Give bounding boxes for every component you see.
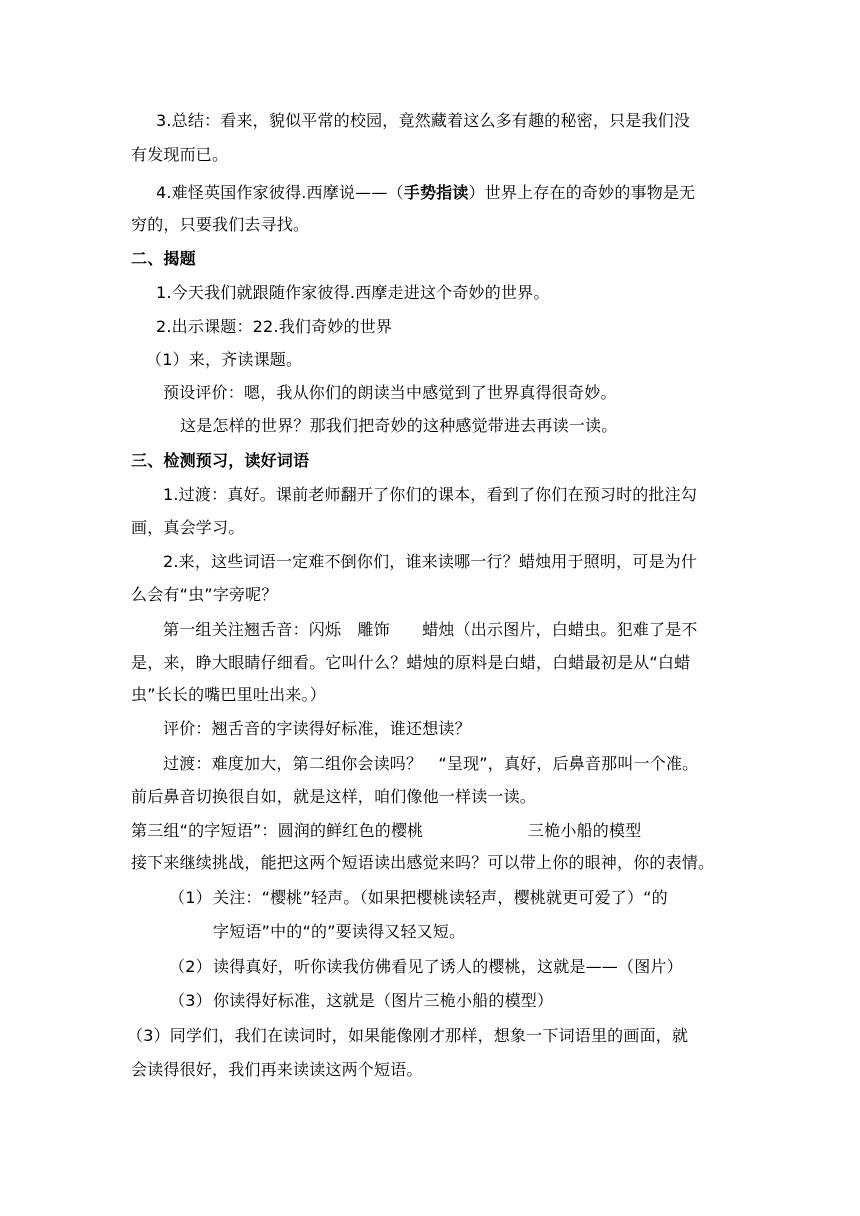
group2-line-1: 过渡：难度加大，第二组你会读吗？ “呈现”，真好，后鼻音那叫一个准。: [163, 754, 699, 773]
paragraph-what-world: 这是怎样的世界？那我们把奇妙的这种感觉带进去再读一读。: [180, 416, 618, 435]
group2-line-2: 前后鼻音切换很自如，就是这样，咱们像他一样读一读。: [131, 787, 537, 806]
group3-phrase-b: 三桅小船的模型: [528, 821, 642, 840]
closing-line-1: （3）同学们，我们在读词时，如果能像刚才那样，想象一下词语里的画面，就: [127, 1026, 689, 1045]
group3-phrase-a: 第三组“的字短语”：圆润的鲜红色的樱桃: [131, 821, 424, 840]
quote-text-a: 4.难怪英国作家彼得.西摩说——（: [156, 183, 404, 202]
list-number-3: （3）: [169, 991, 212, 1010]
group1-line-3: 虫”长长的嘴巴里吐出来。）: [131, 685, 326, 704]
paragraph-preset-evaluation: 预设评价：嗯，我从你们的朗读当中感觉到了世界真得很奇妙。: [163, 383, 617, 402]
quote-emphasis: 手势指读: [403, 183, 469, 202]
list-item-1-line-1: 关注：“樱桃”轻声。（如果把樱桃读轻声，樱桃就更可爱了）“的: [213, 888, 668, 907]
evaluation-retroflex: 评价：翘舌音的字读得好标准，谁还想读？: [163, 719, 471, 738]
group1-line-2: 是，来，睁大眼睛仔细看。它叫什么？蜡烛的原料是白蜡，白蜡最初是从“白蜡: [131, 653, 691, 672]
words-line-2: 么会有“虫”字旁呢？: [131, 585, 278, 604]
paragraph-read-title: （1）来，齐读课题。: [146, 350, 303, 369]
group1-line-1: 第一组关注翘舌音：闪烁 雕饰 蜡烛（出示图片，白蜡虫。犯难了是不: [163, 620, 698, 639]
words-line-1: 2.来，这些词语一定难不倒你们，谁来读哪一行？蜡烛用于照明，可是为什: [163, 552, 698, 571]
list-item-1-line-2: 字短语”中的“的”要读得又轻又短。: [213, 922, 466, 941]
closing-line-2: 会读得很好，我们再来读读这两个短语。: [131, 1060, 423, 1079]
transition-line-2: 画，真会学习。: [131, 518, 245, 537]
list-number-2: （2）: [169, 957, 212, 976]
challenge-paragraph: 接下来继续挑战，能把这两个短语读出感觉来吗？可以带上你的眼神，你的表情。: [131, 853, 715, 872]
summary-line-1: 3.总结：看来，貌似平常的校园，竟然藏着这么多有趣的秘密，只是我们没: [156, 111, 691, 130]
list-number-1: （1）: [169, 888, 212, 907]
paragraph-show-title: 2.出示课题：22.我们奇妙的世界: [156, 317, 393, 336]
quote-text-b: ）世界上存在的奇妙的事物是无: [468, 183, 696, 202]
list-item-2: 读得真好，听你读我仿佛看见了诱人的樱桃，这就是——（图片）: [213, 957, 683, 976]
summary-line-2: 有发现而已。: [131, 145, 229, 164]
quote-line-2: 穷的，只要我们去寻找。: [131, 215, 310, 234]
paragraph-intro-world: 1.今天我们就跟随作家彼得.西摩走进这个奇妙的世界。: [156, 283, 550, 302]
transition-line-1: 1.过渡：真好。课前老师翻开了你们的课本，看到了你们在预习时的批注勾: [163, 485, 698, 504]
section-heading-3: 三、检测预习，读好词语: [131, 451, 310, 470]
list-item-3: 你读得好标准，这就是（图片三桅小船的模型）: [213, 991, 554, 1010]
quote-line-1: [156, 182, 695, 204]
section-heading-2: 二、揭题: [131, 249, 196, 268]
